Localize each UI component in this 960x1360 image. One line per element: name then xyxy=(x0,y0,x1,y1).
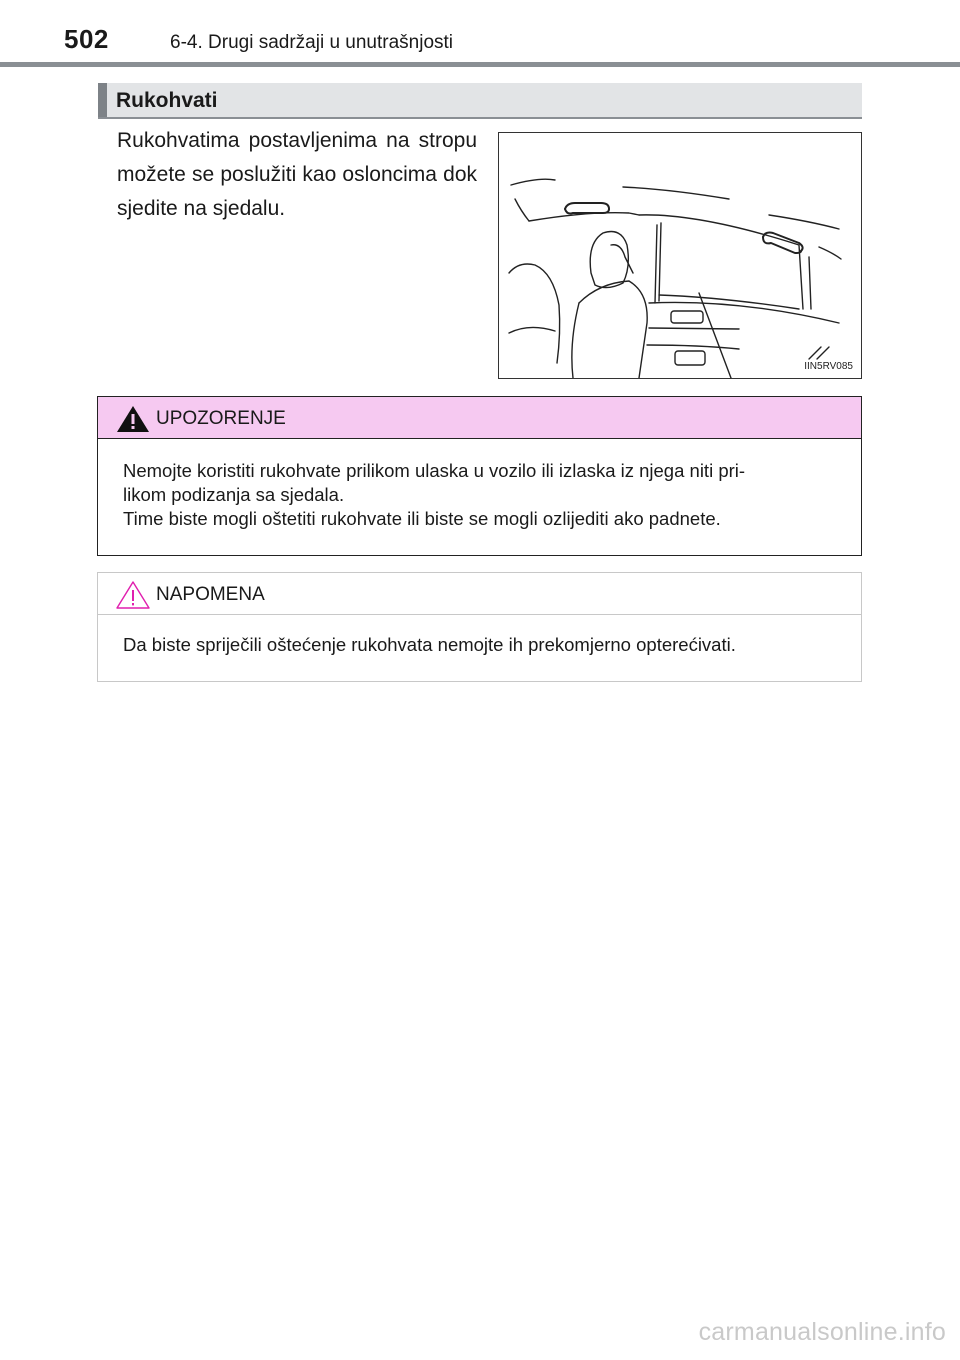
warning-triangle-outline-icon xyxy=(116,580,150,610)
warning-text-line: likom podizanja sa sjedala. xyxy=(123,484,345,505)
grab-handle-illustration xyxy=(498,132,862,379)
warning-header xyxy=(98,397,861,439)
note-text: Da biste spriječili oštećenje rukohvata nemojte ih prekomjerno opterećivati. xyxy=(123,634,736,655)
illustration-code: IIN5RV085 xyxy=(804,361,853,372)
section-bar-accent xyxy=(98,83,107,117)
note-title: NAPOMENA xyxy=(156,584,265,605)
warning-text-line: Time biste mogli oštetiti rukohvate ili biste se mogli ozlijediti ako padnete. xyxy=(123,508,721,529)
warning-triangle-filled-icon xyxy=(116,405,150,433)
warning-box xyxy=(97,396,862,556)
section-path: 6-4. Drugi sadržaji u unutrašnjosti xyxy=(170,32,454,53)
header-rule xyxy=(0,62,960,67)
page-number: 502 xyxy=(64,24,109,54)
section-title-bar xyxy=(98,83,862,119)
watermark: carmanualsonline.info xyxy=(698,1318,946,1346)
section-title: Rukohvati xyxy=(116,89,218,112)
intro-paragraph: Rukohvatima postavljenima na stropu možete se poslužiti kao osloncima dok sjedite na sjedalu. xyxy=(117,129,477,220)
page-header xyxy=(0,0,960,70)
note-header xyxy=(98,573,861,615)
note-box xyxy=(97,572,862,682)
warning-title: UPOZORENJE xyxy=(156,408,286,429)
warning-text xyxy=(123,459,843,531)
warning-text-line: Nemojte koristiti rukohvate prilikom ulaska u vozilo ili izlaska iz njega niti pri- xyxy=(123,460,746,481)
